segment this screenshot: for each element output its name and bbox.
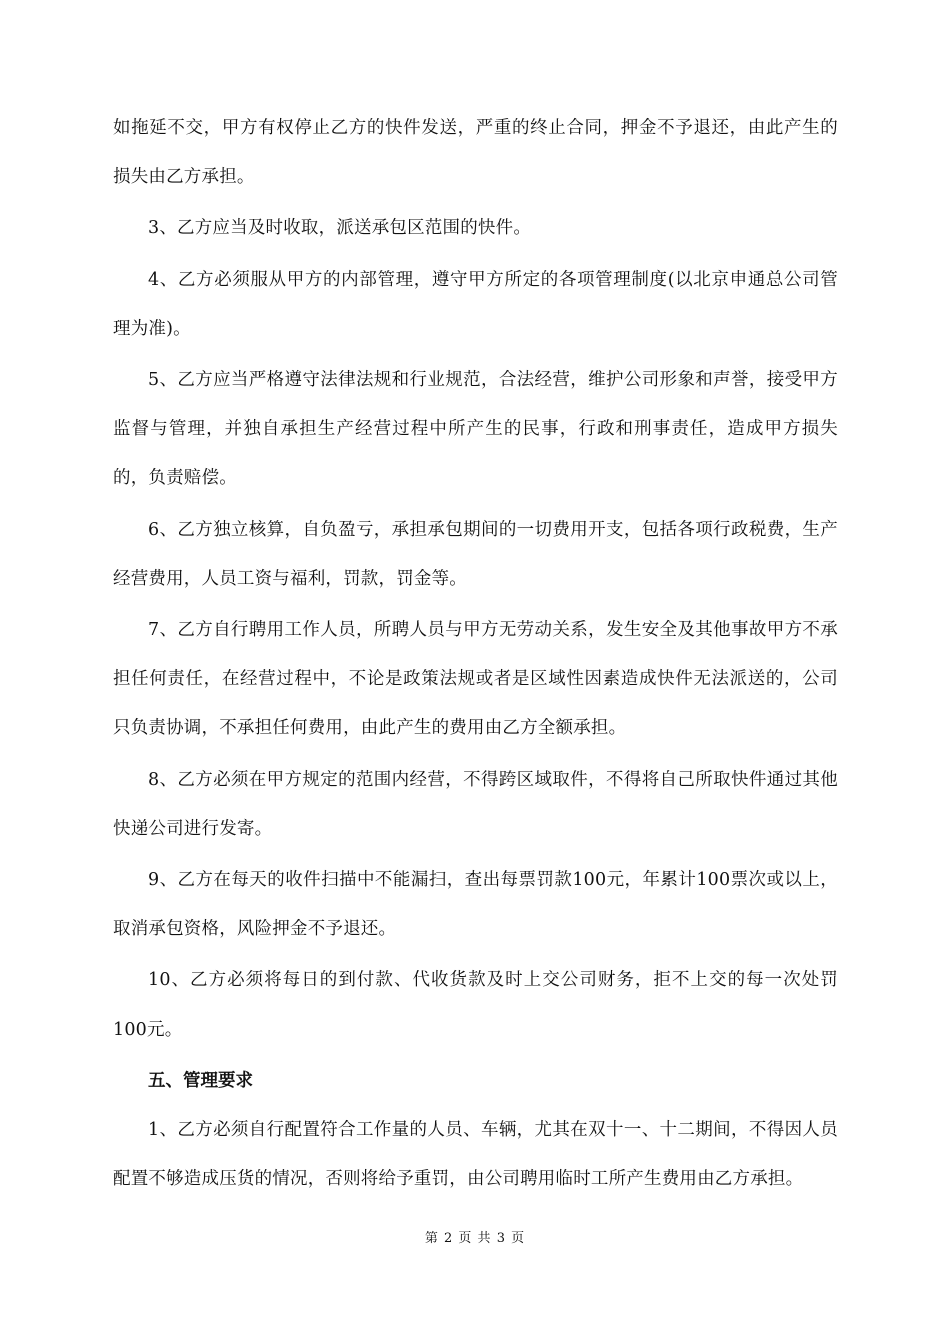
- paragraph-item-7: 7、乙方自行聘用工作人员，所聘人员与甲方无劳动关系，发生安全及其他事故甲方不承担任何责任，在经营过程中，不论是政策法规或者是区域性因素造成快件无法派送的，公司只负责协调，不承担任何费用，由此产生的费用由乙方全额承担。: [113, 620, 838, 739]
- paragraph-item-8: 8、乙方必须在甲方规定的范围内经营，不得跨区域取件，不得将自己所取快件通过其他快递公司进行发寄。: [113, 769, 838, 839]
- paragraph-item-5: 5、乙方应当严格遵守法律法规和行业规范，合法经营，维护公司形象和声誉，接受甲方监督与管理，并独自承担生产经营过程中所产生的民事，行政和刑事责任，造成甲方损失的，负责赔偿。: [113, 370, 838, 489]
- paragraph-item-9: 9、乙方在每天的收件扫描中不能漏扫，查出每票罚款100元，年累计100票次或以上，取消承包资格，风险押金不予退还。: [113, 870, 838, 940]
- paragraph-item-4: 4、乙方必须服从甲方的内部管理，遵守甲方所定的各项管理制度(以北京申通总公司管理为准)。: [113, 269, 838, 339]
- section-heading: 五、管理要求: [148, 1070, 253, 1091]
- paragraph-item-10: 10、乙方必须将每日的到付款、代收货款及时上交公司财务，拒不上交的每一次处罚100元。: [113, 970, 838, 1040]
- document-body: [113, 104, 838, 1206]
- paragraph-item-6: 6、乙方独立核算，自负盈亏，承担承包期间的一切费用开支，包括各项行政税费，生产经营费用，人员工资与福利，罚款，罚金等。: [113, 519, 838, 589]
- page-number-footer: 第 2 页 共 3 页: [424, 1231, 526, 1246]
- section-paragraph-item-1: 1、乙方必须自行配置符合工作量的人员、车辆，尤其在双十一、十二期间，不得因人员配置不够造成压货的情况，否则将给予重罚，由公司聘用临时工所产生费用由乙方承担。: [113, 1120, 838, 1190]
- paragraph-item-3: 3、乙方应当及时收取，派送承包区范围的快件。: [148, 218, 532, 239]
- paragraph-continuation: 如拖延不交，甲方有权停止乙方的快件发送，严重的终止合同，押金不予退还，由此产生的损失由乙方承担。: [113, 118, 838, 188]
